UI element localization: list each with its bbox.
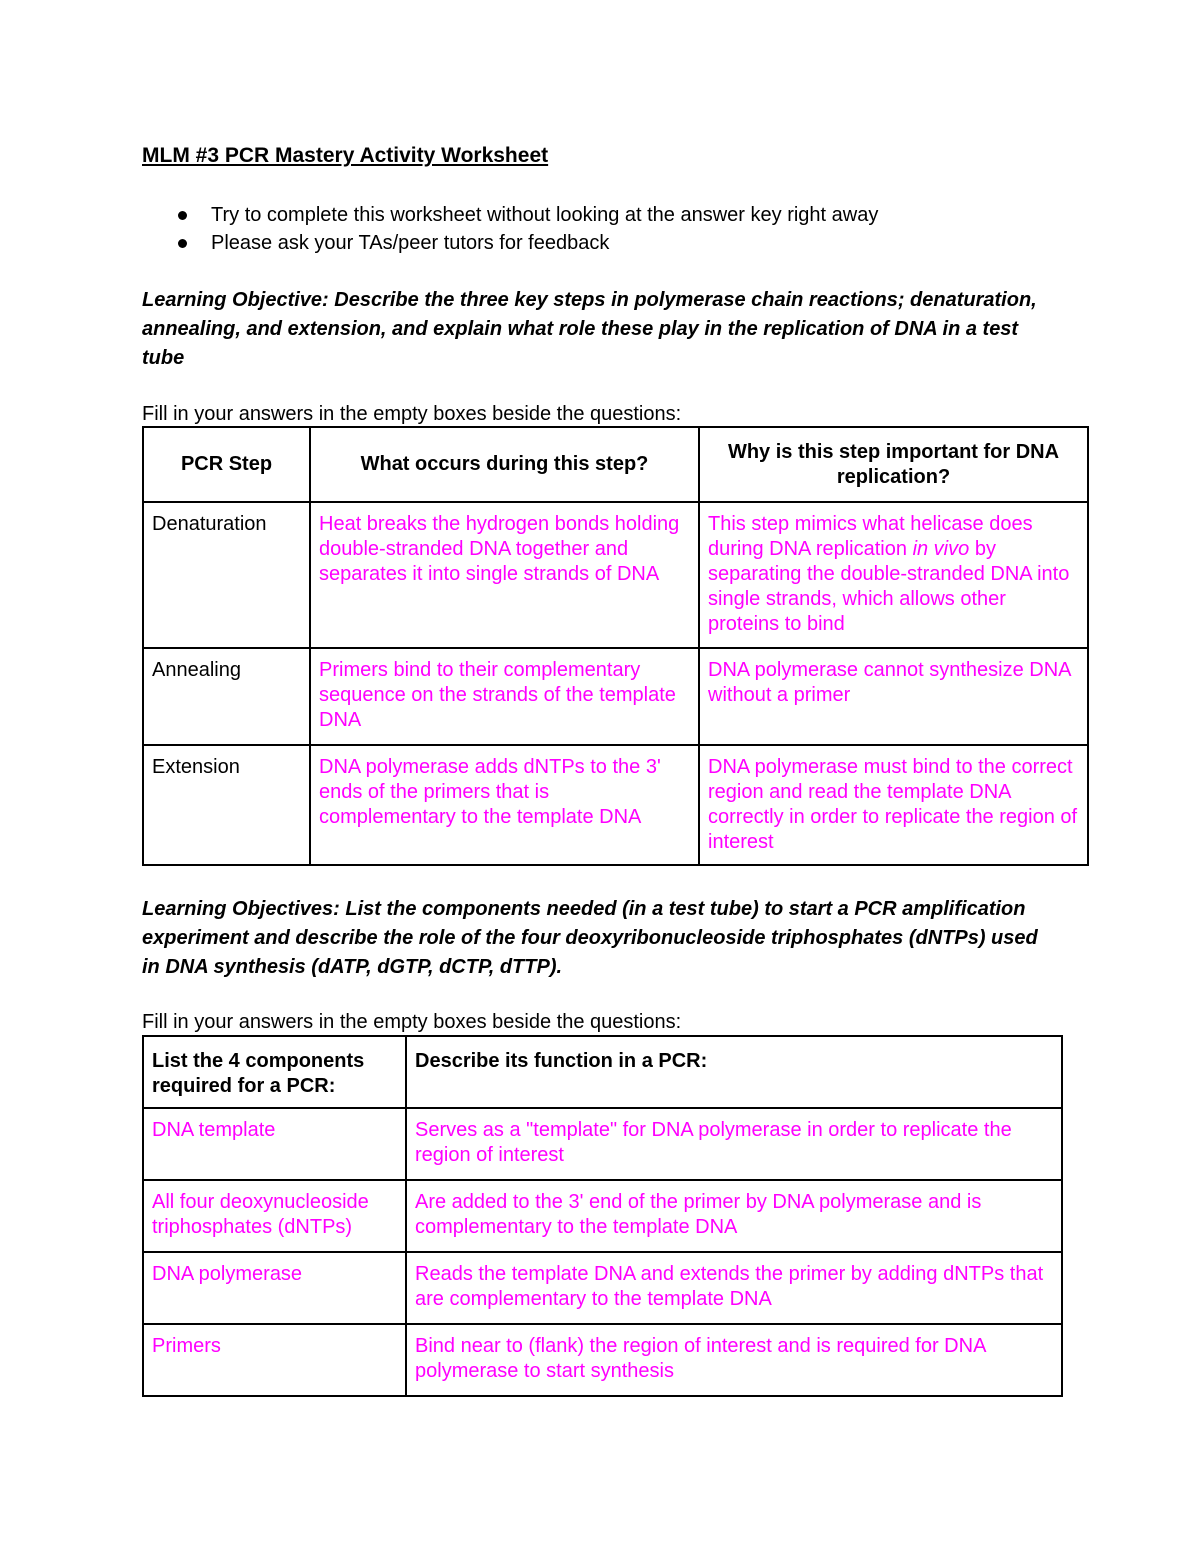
table-row — [143, 1108, 1062, 1180]
list-item-text: Please ask your TAs/peer tutors for feedback — [211, 232, 610, 254]
table-row — [143, 1324, 1062, 1396]
list-item — [142, 202, 878, 230]
pcr-components-table — [142, 1035, 1063, 1397]
learning-objective-1: Learning Objective: Describe the three key steps in polymerase chain reactions; denaturation, annealing, and extension, and explain what role these play in the replication of DNA in a test tube — [142, 289, 1037, 369]
header-why-important: Why is this step important for DNA replication? — [699, 427, 1088, 502]
answer-component[interactable]: DNA polymerase — [143, 1252, 406, 1324]
instruction-list — [142, 202, 878, 258]
pcr-steps-table — [142, 426, 1089, 866]
list-item-text: Try to complete this worksheet without looking at the answer key right away — [211, 204, 879, 226]
table-header-row — [143, 1036, 1062, 1108]
table-row — [143, 745, 1088, 865]
worksheet-title: MLM #3 PCR Mastery Activity Worksheet — [142, 144, 549, 167]
answer-function[interactable]: Are added to the 3' end of the primer by DNA polymerase and is complementary to the template DNA — [406, 1180, 1062, 1252]
answer-why[interactable]: DNA polymerase must bind to the correct region and read the template DNA correctly in order to replicate the region of interest — [699, 745, 1088, 865]
answer-function[interactable]: Serves as a "template" for DNA polymerase in order to replicate the region of interest — [406, 1108, 1062, 1180]
step-name: Denaturation — [143, 502, 310, 648]
answer-why[interactable]: This step mimics what helicase does during DNA replication in vivo by separating the double-stranded DNA into single strands, which allows other proteins to bind — [699, 502, 1088, 648]
answer-why[interactable]: DNA polymerase cannot synthesize DNA without a primer — [699, 648, 1088, 745]
answer-occurs[interactable]: DNA polymerase adds dNTPs to the 3' ends of the primers that is complementary to the template DNA — [310, 745, 699, 865]
answer-function[interactable]: Bind near to (flank) the region of interest and is required for DNA polymerase to start synthesis — [406, 1324, 1062, 1396]
list-item — [142, 230, 878, 258]
step-name: Annealing — [143, 648, 310, 745]
table-row — [143, 1180, 1062, 1252]
table-row — [143, 1252, 1062, 1324]
header-components: List the 4 components required for a PCR: — [143, 1036, 406, 1108]
answer-component[interactable]: DNA template — [143, 1108, 406, 1180]
answer-component[interactable]: Primers — [143, 1324, 406, 1396]
answer-occurs[interactable]: Primers bind to their complementary sequence on the strands of the template DNA — [310, 648, 699, 745]
answer-occurs[interactable]: Heat breaks the hydrogen bonds holding double-stranded DNA together and separates it into single strands of DNA — [310, 502, 699, 648]
answer-component[interactable]: All four deoxynucleoside triphosphates (dNTPs) — [143, 1180, 406, 1252]
table-header-row — [143, 427, 1088, 502]
fill-instruction-2: Fill in your answers in the empty boxes beside the questions: — [142, 1011, 682, 1033]
header-pcr-step: PCR Step — [143, 427, 310, 502]
answer-function[interactable]: Reads the template DNA and extends the primer by adding dNTPs that are complementary to the template DNA — [406, 1252, 1062, 1324]
table-row — [143, 502, 1088, 648]
fill-instruction-1: Fill in your answers in the empty boxes beside the questions: — [142, 403, 682, 425]
bullet-icon — [178, 239, 187, 248]
table-row — [143, 648, 1088, 745]
learning-objective-2: Learning Objectives: List the components needed (in a test tube) to start a PCR amplification experiment and describe the role of the four deoxyribonucleoside triphosphates (dNTPs) used in DNA synthesis (dATP, dGTP, dCTP, dTTP). — [142, 898, 1038, 978]
header-what-occurs: What occurs during this step? — [310, 427, 699, 502]
header-function: Describe its function in a PCR: — [406, 1036, 1062, 1108]
step-name: Extension — [143, 745, 310, 865]
bullet-icon — [178, 211, 187, 220]
